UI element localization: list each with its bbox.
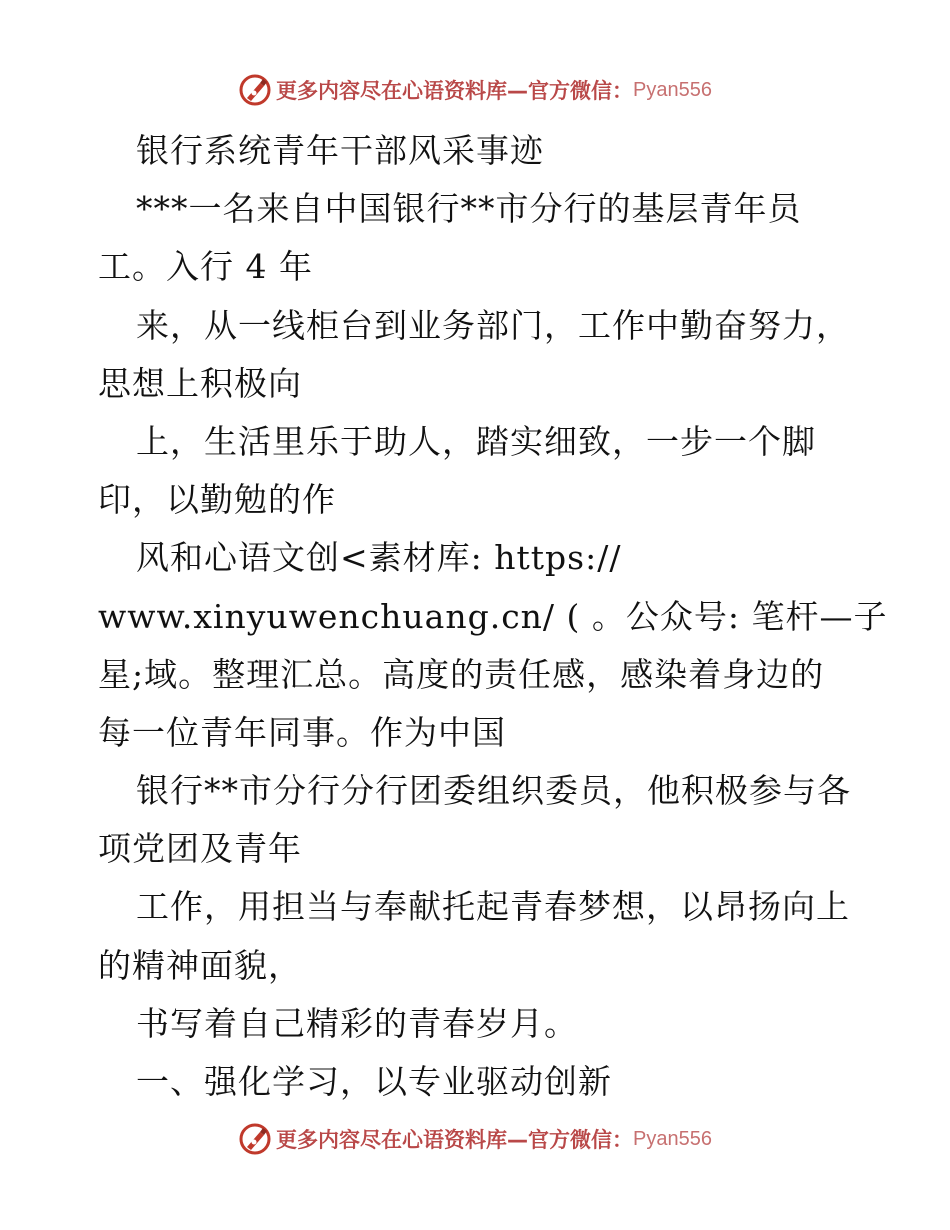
paragraph-line: 工。入行 4 年	[98, 247, 313, 287]
pen-logo-icon	[238, 73, 272, 107]
banner-text: 更多内容尽在心语资料库—官方微信：	[276, 79, 634, 103]
section-heading: 一、强化学习，以专业驱动创新	[136, 1062, 612, 1101]
paragraph-line: 工作，用担当与奉献托起青春梦想，以昂扬向上	[136, 887, 850, 927]
banner-text: 更多内容尽在心语资料库—官方微信：	[276, 1128, 634, 1152]
paragraph-line: 来，从一线柜台到业务部门，工作中勤奋努力，	[136, 305, 850, 345]
paragraph-line: 上，生活里乐于助人，踏实细致，一步一个脚	[136, 421, 816, 461]
banner-wechat-id: Pyan556	[633, 78, 712, 101]
paragraph-line: 印，以勤勉的作	[98, 480, 336, 520]
paragraph-line: 项党团及青年	[98, 829, 302, 869]
pen-logo-icon	[238, 1122, 272, 1156]
paragraph-line: 书写着自己精彩的青春岁月。	[136, 1003, 578, 1043]
paragraph-line: 的精神面貌，	[98, 945, 302, 985]
doc-title: 银行系统青年干部风采事迹	[136, 131, 544, 170]
document-body	[98, 122, 888, 1111]
paragraph-line: 每一位青年同事。作为中国	[98, 712, 506, 752]
paragraph-line: 星;域。整理汇总。高度的责任感，感染着身边的	[98, 654, 825, 694]
paragraph-line: www.xinyuwenchuang.cn/ ( 。公众号: 笔杆—子	[98, 596, 888, 636]
paragraph-line: 风和心语文创<素材库: https://	[136, 538, 622, 578]
paragraph-line: 银行**市分行分行团委组织委员，他积极参与各	[136, 771, 851, 811]
footer-banner	[0, 1119, 950, 1159]
header-banner	[0, 70, 950, 110]
paragraph-line: ***一名来自中国银行**市分行的基层青年员	[136, 189, 802, 229]
banner-wechat-id: Pyan556	[633, 1127, 712, 1150]
paragraph-line: 思想上积极向	[98, 363, 302, 403]
